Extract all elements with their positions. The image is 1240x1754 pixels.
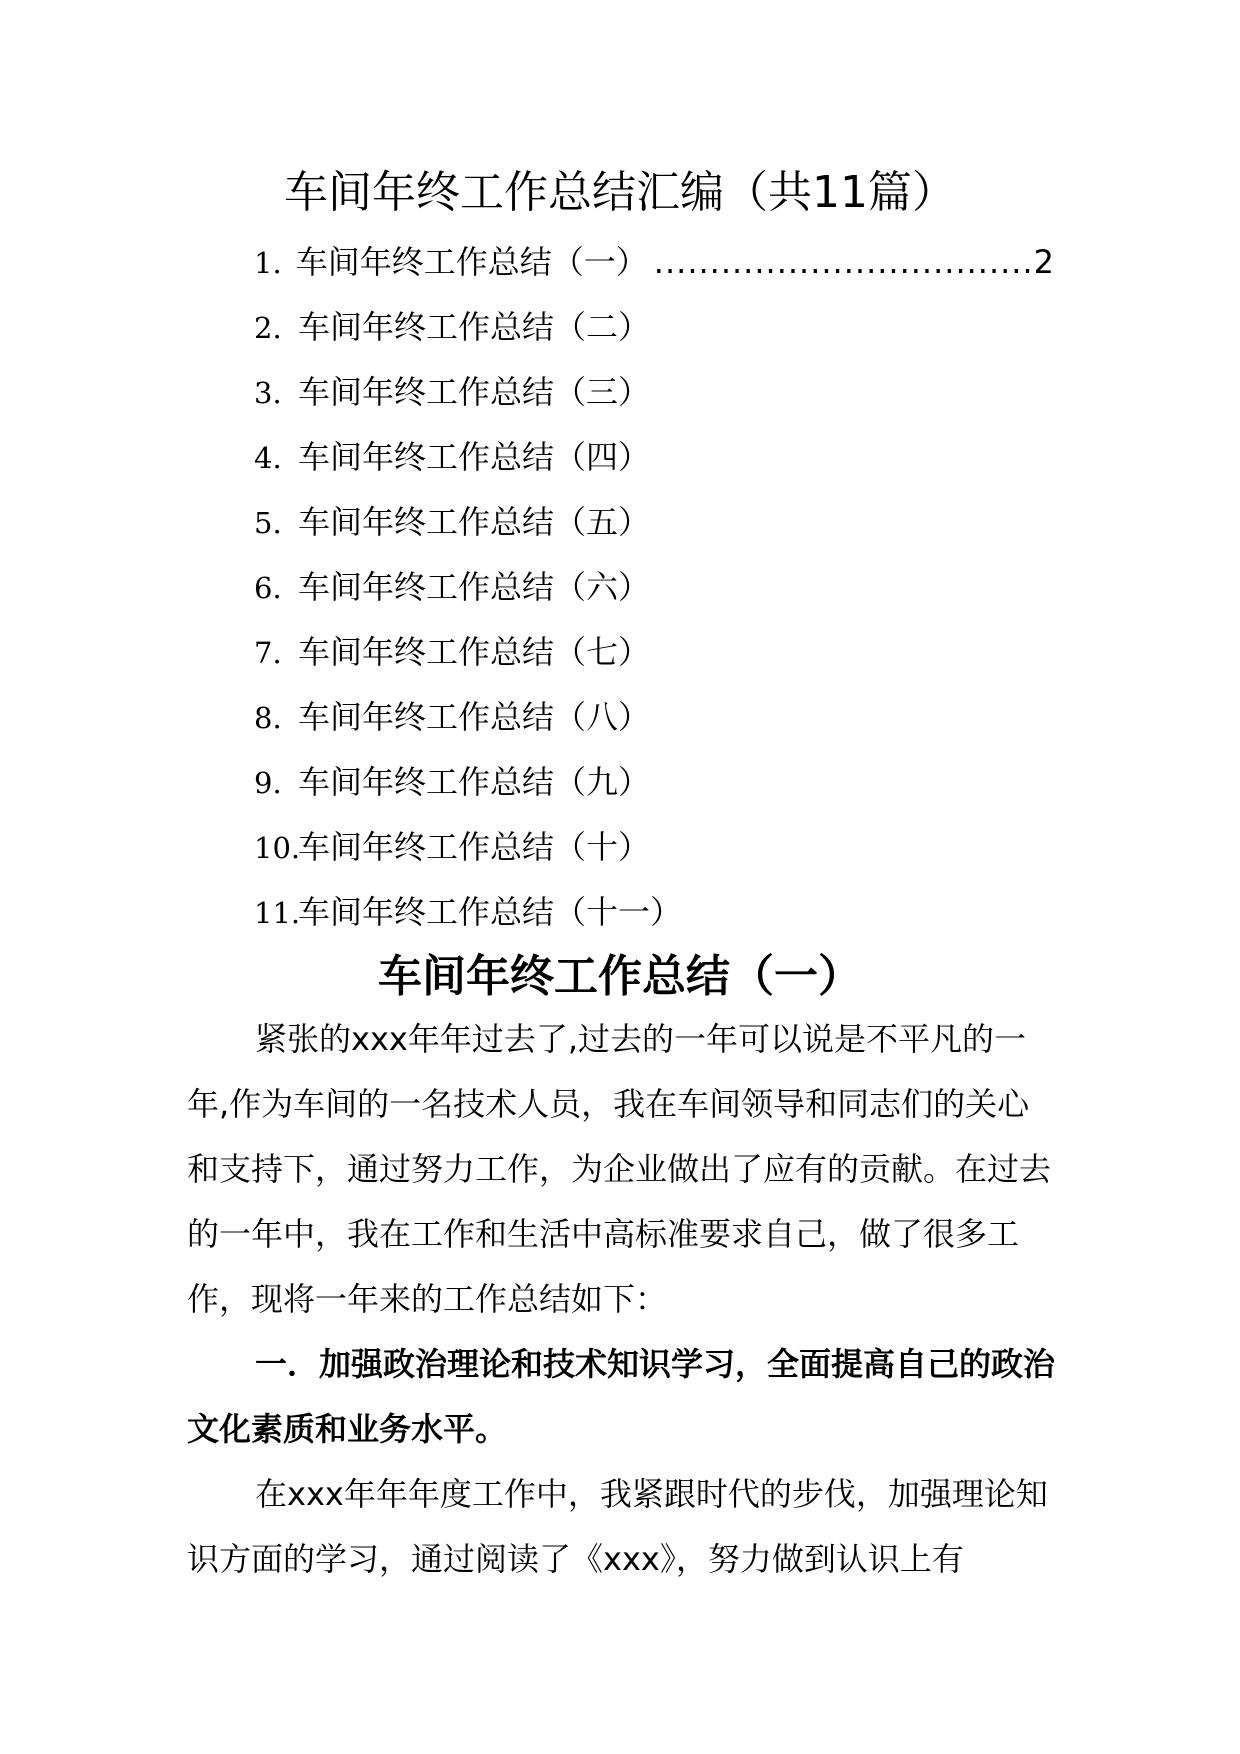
toc-item-number: 3. xyxy=(254,376,282,410)
toc-item-label: 车间年终工作总结（二） xyxy=(298,308,651,346)
toc-item-label: 车间年终工作总结（九） xyxy=(298,763,651,801)
toc-item[interactable] xyxy=(254,366,1054,431)
section-heading-paragraph: 一．加强政治理论和技术知识学习，全面提高自己的政治文化素质和业务水平。 xyxy=(187,1345,1056,1448)
section-title: 车间年终工作总结（一） xyxy=(378,951,862,1002)
toc-item[interactable] xyxy=(254,561,1054,626)
toc-item-label: 车间年终工作总结（十一） xyxy=(298,893,683,931)
toc-item-number: 8. xyxy=(254,701,282,735)
toc-item-number: 6. xyxy=(254,571,282,605)
toc-item-number: 11. xyxy=(254,896,301,930)
body-text xyxy=(187,1007,1055,1592)
toc-item-page-number: 2 xyxy=(1033,243,1054,281)
body-paragraph: 在xxx年年年度工作中，我紧跟时代的步伐，加强理论知识方面的学习，通过阅读了《xxx》，努力做到认识上有 xyxy=(187,1475,1048,1578)
toc-item-number: 4. xyxy=(254,441,282,475)
toc-item-number: 9. xyxy=(254,766,282,800)
toc-item[interactable] xyxy=(254,626,1054,691)
toc-item-label: 车间年终工作总结（七） xyxy=(298,633,651,671)
toc-item-label: 车间年终工作总结（十） xyxy=(298,828,651,866)
toc-item-label: 车间年终工作总结（五） xyxy=(298,503,651,541)
toc-item[interactable] xyxy=(254,431,1054,496)
toc-item[interactable] xyxy=(254,691,1054,756)
toc-item-label: 车间年终工作总结（六） xyxy=(298,568,651,606)
toc-item-label: 车间年终工作总结（四） xyxy=(298,438,651,476)
toc-item-label: 车间年终工作总结（一） xyxy=(295,243,648,281)
document-title: 车间年终工作总结汇编（共11篇） xyxy=(284,167,956,218)
toc-item[interactable] xyxy=(254,301,1054,366)
toc-item-number: 1. xyxy=(254,246,282,280)
toc-item-leader-dots: .................................. xyxy=(653,243,1034,281)
toc-item[interactable] xyxy=(254,236,1054,301)
toc-item[interactable] xyxy=(254,496,1054,561)
toc-item[interactable] xyxy=(254,756,1054,821)
toc-item-label: 车间年终工作总结（三） xyxy=(298,373,651,411)
toc-item-number: 7. xyxy=(254,636,282,670)
table-of-contents xyxy=(254,236,1054,951)
toc-item-number: 5. xyxy=(254,506,282,540)
toc-item-number: 2. xyxy=(254,311,282,345)
body-paragraph: 紧张的xxx年年过去了,过去的一年可以说是不平凡的一年,作为车间的一名技术人员，我在车间领导和同志们的关心和支持下，通过努力工作，为企业做出了应有的贡献。在过去的一年中，我在工作和生活中高标准要求自己，做了很多工作，现将一年来的工作总结如下： xyxy=(187,1020,1052,1318)
toc-item-number: 10. xyxy=(254,831,301,865)
toc-item[interactable] xyxy=(254,886,1054,951)
toc-item-label: 车间年终工作总结（八） xyxy=(298,698,651,736)
toc-item[interactable] xyxy=(254,821,1054,886)
